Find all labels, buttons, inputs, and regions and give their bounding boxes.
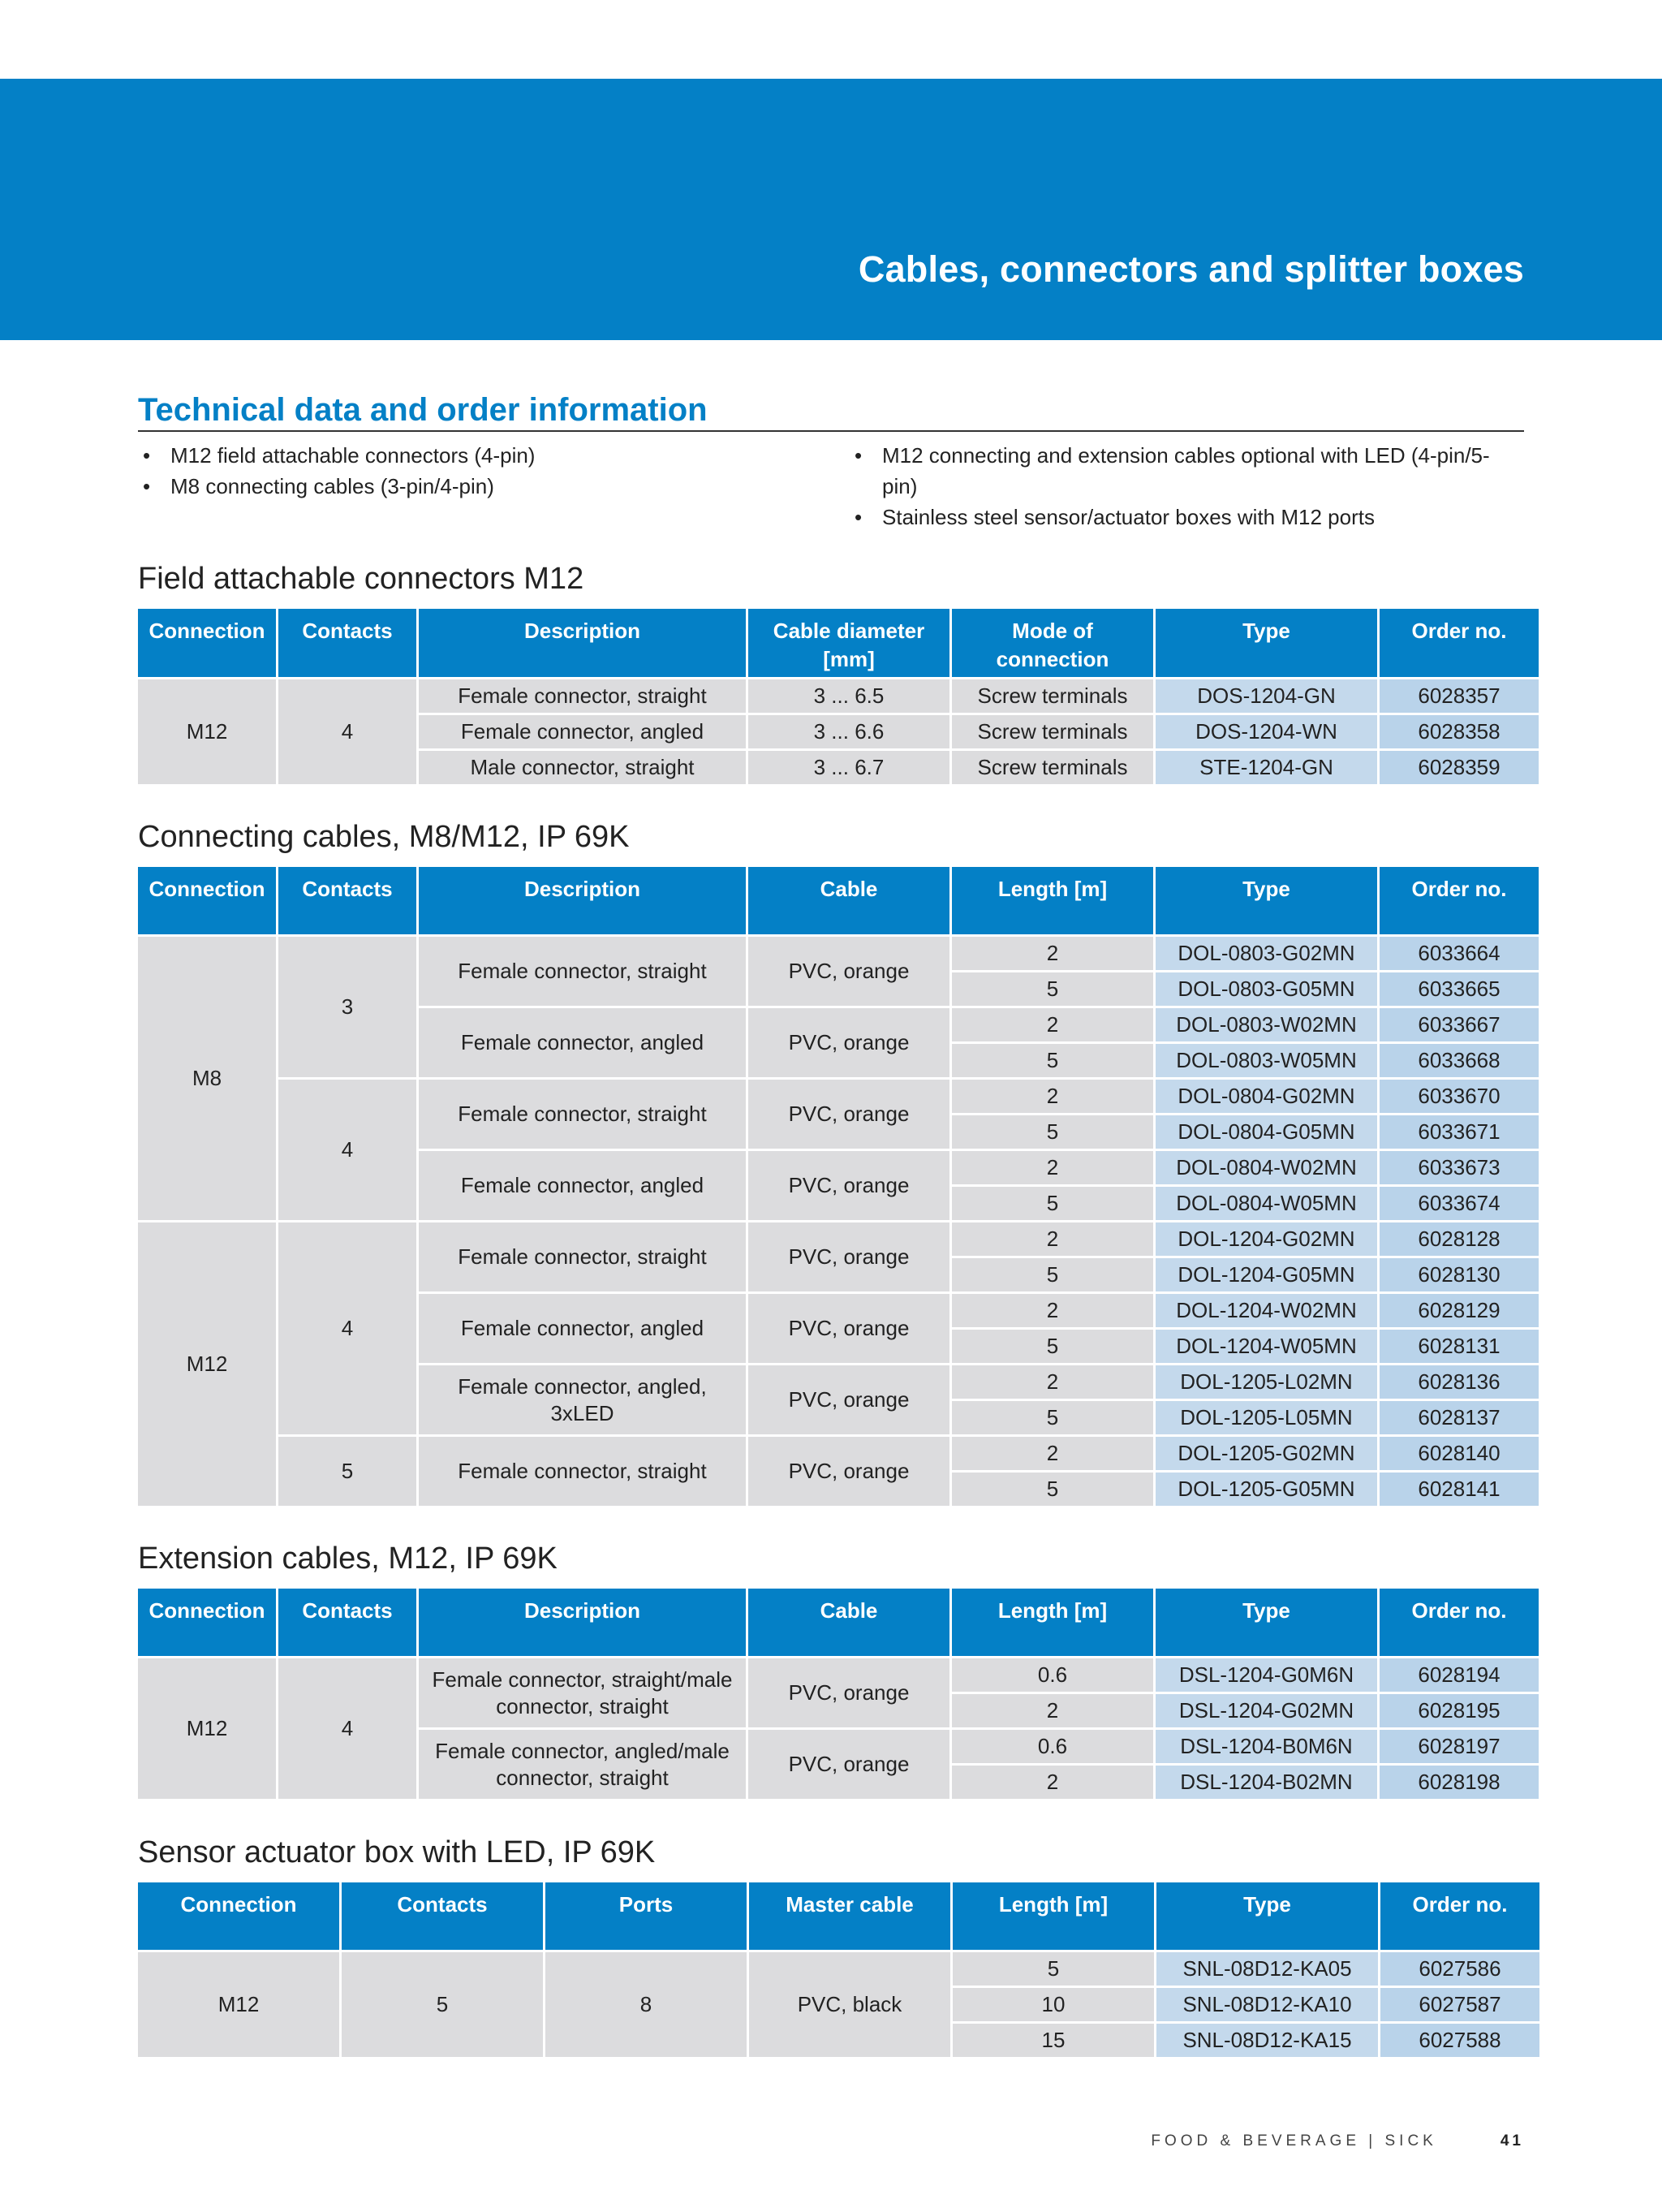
bullet-item: • M8 connecting cables (3-pin/4-pin)	[143, 471, 808, 502]
table-sensor-actuator-box	[136, 1880, 1542, 2059]
page-number: 41	[1500, 2132, 1524, 2149]
cell-cable-diameter: 3 ... 6.5	[748, 679, 949, 713]
cell-cable: PVC, orange	[748, 1151, 949, 1220]
cell-length: 5	[952, 1258, 1153, 1291]
table-title-connecting-cables: Connecting cables, M8/M12, IP 69K	[138, 820, 630, 854]
cell-length: 2	[952, 1080, 1153, 1113]
cell-order-no: 6028129	[1380, 1294, 1539, 1327]
col-header: Connection	[138, 867, 276, 934]
cell-type: DOL-1204-W05MN	[1156, 1330, 1377, 1363]
cell-length: 2	[952, 937, 1153, 970]
cell-cable-diameter: 3 ... 6.6	[748, 715, 949, 748]
cell-ports: 8	[545, 1952, 747, 2057]
col-header: Description	[419, 867, 746, 934]
cell-length: 15	[953, 2024, 1154, 2057]
cell-type: STE-1204-GN	[1156, 751, 1377, 784]
cell-order-no: 6028131	[1380, 1330, 1539, 1363]
cell-type: DOL-0803-W05MN	[1156, 1044, 1377, 1077]
cell-mode: Screw terminals	[952, 715, 1153, 748]
table-title-field-attachable: Field attachable connectors M12	[138, 562, 584, 596]
table-row	[138, 679, 1539, 713]
page-title: Cables, connectors and splitter boxes	[858, 248, 1524, 290]
cell-type: DOL-0804-G05MN	[1156, 1115, 1377, 1149]
col-header: Length [m]	[953, 1882, 1154, 1950]
cell-cable: PVC, orange	[748, 1080, 949, 1149]
cell-type: SNL-08D12-KA15	[1156, 2024, 1378, 2057]
cell-length: 5	[953, 1952, 1154, 1986]
cell-length: 10	[953, 1988, 1154, 2021]
cell-type: DOL-0804-W05MN	[1156, 1187, 1377, 1220]
cell-cable: PVC, orange	[748, 937, 949, 1006]
cell-order-no: 6028141	[1380, 1473, 1539, 1506]
cell-type: SNL-08D12-KA10	[1156, 1988, 1378, 2021]
col-header: Cable diameter [mm]	[748, 609, 949, 677]
cell-cable: PVC, orange	[748, 1658, 949, 1727]
table-extension-cables	[136, 1586, 1541, 1801]
cell-connection: M12	[138, 1658, 276, 1799]
col-header: Type	[1156, 609, 1377, 677]
cell-cable: PVC, orange	[748, 1730, 949, 1799]
cell-contacts: 5	[278, 1437, 416, 1506]
cell-connection: M8	[138, 937, 276, 1220]
cell-description: Female connector, straight	[419, 679, 746, 713]
cell-length: 2	[952, 1766, 1153, 1799]
table-header-row	[138, 1589, 1539, 1656]
cell-connection: M12	[138, 1222, 276, 1506]
cell-cable: PVC, orange	[748, 1365, 949, 1434]
cell-description: Female connector, angled	[419, 1008, 746, 1077]
section-heading	[138, 391, 1524, 432]
cell-order-no: 6028130	[1380, 1258, 1539, 1291]
table-row	[138, 1437, 1539, 1470]
cell-length: 2	[952, 1437, 1153, 1470]
col-header: Contacts	[278, 609, 416, 677]
cell-length: 5	[952, 972, 1153, 1006]
cell-length: 5	[952, 1187, 1153, 1220]
col-header: Description	[419, 609, 746, 677]
cell-order-no: 6033670	[1380, 1080, 1539, 1113]
cell-contacts: 5	[342, 1952, 543, 2057]
bullet-item: • M12 field attachable connectors (4-pin)	[143, 440, 808, 471]
cell-connection: M12	[138, 1952, 339, 2057]
section-title: Technical data and order information	[138, 392, 708, 428]
cell-order-no: 6028140	[1380, 1437, 1539, 1470]
cell-type: DOL-1204-W02MN	[1156, 1294, 1377, 1327]
cell-type: DOL-1205-L05MN	[1156, 1401, 1377, 1434]
cell-order-no: 6028128	[1380, 1222, 1539, 1256]
cell-cable: PVC, orange	[748, 1222, 949, 1291]
cell-type: DOS-1204-GN	[1156, 679, 1377, 713]
cell-order-no: 6028198	[1380, 1766, 1539, 1799]
cell-type: DSL-1204-G0M6N	[1156, 1658, 1377, 1692]
cell-length: 2	[952, 1365, 1153, 1399]
table-row	[138, 1952, 1539, 1986]
bullet-list-right	[855, 440, 1504, 533]
cell-type: DOL-1205-G02MN	[1156, 1437, 1377, 1470]
col-header: Cable	[748, 867, 949, 934]
cell-contacts: 3	[278, 937, 416, 1077]
col-header: Order no.	[1380, 609, 1539, 677]
cell-contacts: 4	[278, 1080, 416, 1220]
cell-cable: PVC, orange	[748, 1008, 949, 1077]
cell-length: 0.6	[952, 1658, 1153, 1692]
cell-description: Female connector, straight	[419, 1222, 746, 1291]
cell-description: Female connector, straight	[419, 937, 746, 1006]
cell-type: DOL-1205-L02MN	[1156, 1365, 1377, 1399]
cell-order-no: 6027586	[1380, 1952, 1539, 1986]
table-row	[138, 1658, 1539, 1692]
table-header-row	[138, 609, 1539, 677]
cell-type: DOL-0804-W02MN	[1156, 1151, 1377, 1184]
cell-length: 5	[952, 1473, 1153, 1506]
table-row	[138, 937, 1539, 970]
table-title-extension-cables: Extension cables, M12, IP 69K	[138, 1542, 558, 1576]
cell-length: 2	[952, 1694, 1153, 1727]
col-header: Cable	[748, 1589, 949, 1656]
cell-order-no: 6033665	[1380, 972, 1539, 1006]
cell-type: DOL-0803-G02MN	[1156, 937, 1377, 970]
footer-text: FOOD & BEVERAGE | SICK	[1151, 2132, 1437, 2149]
cell-type: DSL-1204-B02MN	[1156, 1766, 1377, 1799]
cell-order-no: 6033673	[1380, 1151, 1539, 1184]
col-header: Length [m]	[952, 867, 1153, 934]
cell-type: DSL-1204-G02MN	[1156, 1694, 1377, 1727]
cell-type: SNL-08D12-KA05	[1156, 1952, 1378, 1986]
cell-description: Female connector, straight/male connector, straight	[419, 1658, 746, 1727]
col-header: Description	[419, 1589, 746, 1656]
cell-description: Female connector, straight	[419, 1437, 746, 1506]
cell-order-no: 6028137	[1380, 1401, 1539, 1434]
cell-master-cable: PVC, black	[749, 1952, 950, 2057]
cell-order-no: 6028359	[1380, 751, 1539, 784]
cell-order-no: 6033667	[1380, 1008, 1539, 1041]
col-header: Contacts	[278, 1589, 416, 1656]
cell-type: DOL-0803-G05MN	[1156, 972, 1377, 1006]
cell-order-no: 6033664	[1380, 937, 1539, 970]
cell-length: 2	[952, 1151, 1153, 1184]
col-header: Type	[1156, 867, 1377, 934]
col-header: Mode of connection	[952, 609, 1153, 677]
table-title-sensor-actuator-box: Sensor actuator box with LED, IP 69K	[138, 1835, 656, 1869]
table-field-attachable-connectors	[136, 606, 1541, 787]
cell-length: 5	[952, 1330, 1153, 1363]
cell-mode: Screw terminals	[952, 679, 1153, 713]
bullet-item: • Stainless steel sensor/actuator boxes with M12 ports	[855, 502, 1504, 533]
col-header: Length [m]	[952, 1589, 1153, 1656]
cell-contacts: 4	[278, 1222, 416, 1434]
cell-length: 5	[952, 1115, 1153, 1149]
cell-description: Female connector, angled/male connector, straight	[419, 1730, 746, 1799]
cell-description: Female connector, angled, 3xLED	[419, 1365, 746, 1434]
cell-order-no: 6033671	[1380, 1115, 1539, 1149]
cell-type: DOL-0803-W02MN	[1156, 1008, 1377, 1041]
cell-description: Male connector, straight	[419, 751, 746, 784]
cell-length: 2	[952, 1222, 1153, 1256]
col-header: Type	[1156, 1589, 1377, 1656]
cell-order-no: 6027588	[1380, 2024, 1539, 2057]
cell-order-no: 6028194	[1380, 1658, 1539, 1692]
page-footer	[1151, 2132, 1524, 2150]
header-banner	[0, 79, 1662, 340]
table-header-row	[138, 1882, 1539, 1950]
cell-type: DOL-1205-G05MN	[1156, 1473, 1377, 1506]
cell-description: Female connector, angled	[419, 1294, 746, 1363]
col-header: Order no.	[1380, 1589, 1539, 1656]
table-header-row	[138, 867, 1539, 934]
cell-cable: PVC, orange	[748, 1437, 949, 1506]
col-header: Order no.	[1380, 1882, 1539, 1950]
col-header: Contacts	[278, 867, 416, 934]
cell-length: 2	[952, 1008, 1153, 1041]
cell-order-no: 6028195	[1380, 1694, 1539, 1727]
table-row	[138, 1080, 1539, 1113]
cell-cable-diameter: 3 ... 6.7	[748, 751, 949, 784]
cell-length: 5	[952, 1401, 1153, 1434]
cell-connection: M12	[138, 679, 276, 784]
cell-order-no: 6028357	[1380, 679, 1539, 713]
cell-order-no: 6033668	[1380, 1044, 1539, 1077]
cell-contacts: 4	[278, 679, 416, 784]
cell-length: 0.6	[952, 1730, 1153, 1763]
cell-length: 2	[952, 1294, 1153, 1327]
cell-type: DOL-1204-G05MN	[1156, 1258, 1377, 1291]
col-header: Ports	[545, 1882, 747, 1950]
cell-type: DOL-0804-G02MN	[1156, 1080, 1377, 1113]
cell-length: 5	[952, 1044, 1153, 1077]
col-header: Order no.	[1380, 867, 1539, 934]
bullet-item: • M12 connecting and extension cables optional with LED (4-pin/5-pin)	[855, 440, 1504, 502]
cell-order-no: 6033674	[1380, 1187, 1539, 1220]
cell-mode: Screw terminals	[952, 751, 1153, 784]
cell-order-no: 6028136	[1380, 1365, 1539, 1399]
cell-description: Female connector, angled	[419, 1151, 746, 1220]
cell-order-no: 6028197	[1380, 1730, 1539, 1763]
col-header: Connection	[138, 1589, 276, 1656]
cell-contacts: 4	[278, 1658, 416, 1799]
col-header: Type	[1156, 1882, 1378, 1950]
table-connecting-cables	[136, 865, 1541, 1508]
bullet-list-left	[143, 440, 808, 502]
cell-type: DOS-1204-WN	[1156, 715, 1377, 748]
cell-order-no: 6028358	[1380, 715, 1539, 748]
col-header: Connection	[138, 609, 276, 677]
col-header: Connection	[138, 1882, 339, 1950]
col-header: Contacts	[342, 1882, 543, 1950]
col-header: Master cable	[749, 1882, 950, 1950]
cell-description: Female connector, straight	[419, 1080, 746, 1149]
cell-description: Female connector, angled	[419, 715, 746, 748]
cell-type: DSL-1204-B0M6N	[1156, 1730, 1377, 1763]
cell-order-no: 6027587	[1380, 1988, 1539, 2021]
table-row	[138, 1222, 1539, 1256]
cell-type: DOL-1204-G02MN	[1156, 1222, 1377, 1256]
cell-cable: PVC, orange	[748, 1294, 949, 1363]
